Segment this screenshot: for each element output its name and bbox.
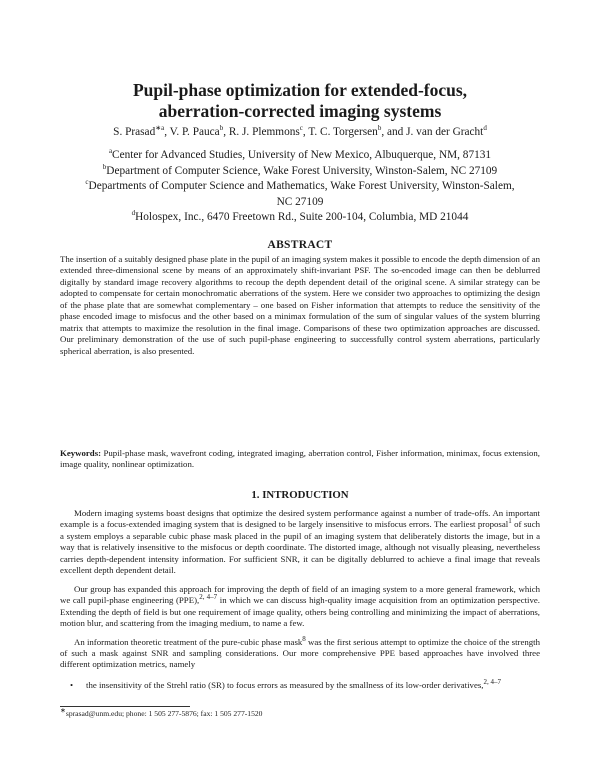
author-name: R. J. Plemmons bbox=[228, 126, 300, 138]
author-list: S. Prasad$^{∗a}$, V. P. Pauca$^b$, R. J. Plemmons$^c$, T. C. Torgersen$^b$, and J. van der Gracht$^d$ bbox=[113, 124, 487, 138]
author-name: V. P. Pauca bbox=[169, 126, 220, 138]
abstract-text: The insertion of a suitably designed phase plate in the pupil of an imaging system makes it possible to encode the depth dimension of an extended three-dimensional scene by means of an approximately shift-invariant PSF. The so-encoded image can then be deblurred digitally by standard image recovery algorithms to recoup the depth dependent detail of the original scene. A similar strategy can be adopted to compensate for certain monochromatic aberrations of the system. Here we consider two approaches to optimizing the design of the phase plate that are somewhat complementary – one based on Fisher information that attempts to reduce the sensitivity of the phase encoded image to misfocus and the other based on a minimax formulation of the sum of singular values of the system blurring matrix that attempts to maximize the resolution in the final image. Comparisons of these two optimization approaches are discussed. Our preliminary demonstration of the use of such pupil-phase engineering to successfully control system aberrations, particularly spherical aberration, is also presented. bbox=[60, 254, 540, 356]
citation: 2, 4–7 bbox=[199, 593, 218, 602]
list-item: • the insensitivity of the Strehl ratio (SR) to focus errors as measured by the smallness of its low-order derivatives,$^{2, 4-7}$ bbox=[70, 678, 501, 690]
author-affil-mark: d bbox=[483, 124, 487, 133]
section-heading: 1. INTRODUCTION bbox=[251, 489, 349, 501]
bullet-icon: • bbox=[70, 680, 74, 690]
author-affil-mark: b bbox=[377, 124, 382, 133]
author-name: J. van der Gracht bbox=[406, 126, 484, 138]
abstract-heading: ABSTRACT bbox=[267, 239, 333, 251]
affiliation: $^c$Departments of Computer Science and Mathematics, Wake Forest University, Winston-Salem, bbox=[85, 178, 515, 193]
keywords bbox=[60, 448, 540, 471]
citation: 2, 4–7 bbox=[483, 678, 501, 687]
paragraph: Modern imaging systems boast designs that optimize the desired system performance against a number of trade-offs. An important example is a focus-extended imaging system that is designed to be largely insensitive to misfocus errors. The earliest proposal$^1$ of such a system employs a separable cubic phase mask placed in the pupil of an imaging system that deliberately distorts the image, but in a way that is relatively insensitive to the misfocus or depth coordinate. The distorted image, although not visually pleasing, nevertheless carries depth-dependent intensity information. For sufficient SNR, it can be digitally deblurred to achieve a final image that reveals excellent depth dependent detail. bbox=[60, 508, 540, 576]
footnote: ∗sprasad@unm.edu; phone: 1 505 277-5876; fax: 1 505 277-1520 bbox=[60, 706, 263, 718]
keywords-label: Keywords: bbox=[60, 448, 102, 458]
author-name: T. C. Torgersen bbox=[308, 126, 378, 138]
keywords-text: Pupil-phase mask, wavefront coding, integrated imaging, aberration control, Fisher information, minimax, focus extension, image quality, nonlinear optimization. bbox=[60, 448, 541, 470]
affiliation: $^b$Department of Computer Science, Wake Forest University, Winston-Salem, NC 27109 bbox=[102, 162, 498, 177]
author-affil-mark: ∗a bbox=[155, 124, 165, 133]
paper-title bbox=[60, 80, 540, 122]
title-line-2: aberration-corrected imaging systems bbox=[158, 101, 442, 121]
affiliation-continued: NC 27109 bbox=[276, 195, 324, 208]
affiliation: $^d$Holospex, Inc., 6470 Freetown Rd., Suite 200-104, Columbia, MD 21044 bbox=[131, 209, 469, 224]
paragraph: Our group has expanded this approach for improving the depth of field of an imaging system to a more general framework, which we call pupil-phase engineering (PPE),$^{2, 4-7}$ in which we can discuss high-quality image acquisition from an optimization perspective. Extending the depth of field is but one requirement of image quality, others being controlling and minimizing the impact of aberrations, motion blur, and scattering from the imaging medium, to name a few. bbox=[60, 583, 540, 629]
footnote-divider bbox=[60, 706, 190, 707]
title-line-1: Pupil-phase optimization for extended-focus, bbox=[132, 80, 468, 100]
author-name: S. Prasad bbox=[113, 126, 156, 138]
citation: 1 bbox=[508, 517, 512, 526]
citation: 8 bbox=[302, 634, 306, 643]
affiliation-list bbox=[48, 148, 552, 226]
affiliation: $^a$Center for Advanced Studies, University of New Mexico, Albuquerque, NM, 87131 bbox=[108, 147, 492, 161]
introduction-body bbox=[60, 508, 540, 678]
author-affil-mark: b bbox=[219, 124, 224, 133]
author-affil-mark: c bbox=[299, 124, 303, 133]
bullet-list bbox=[70, 680, 540, 691]
paragraph: An information theoretic treatment of the pure-cubic phase mask$^8$ was the first serious attempt to optimize the choice of the strength of such a mask against SNR and sampling considerations. Our more comprehensive PPE based approaches have involved three different optimization metrics, namely bbox=[60, 634, 540, 670]
